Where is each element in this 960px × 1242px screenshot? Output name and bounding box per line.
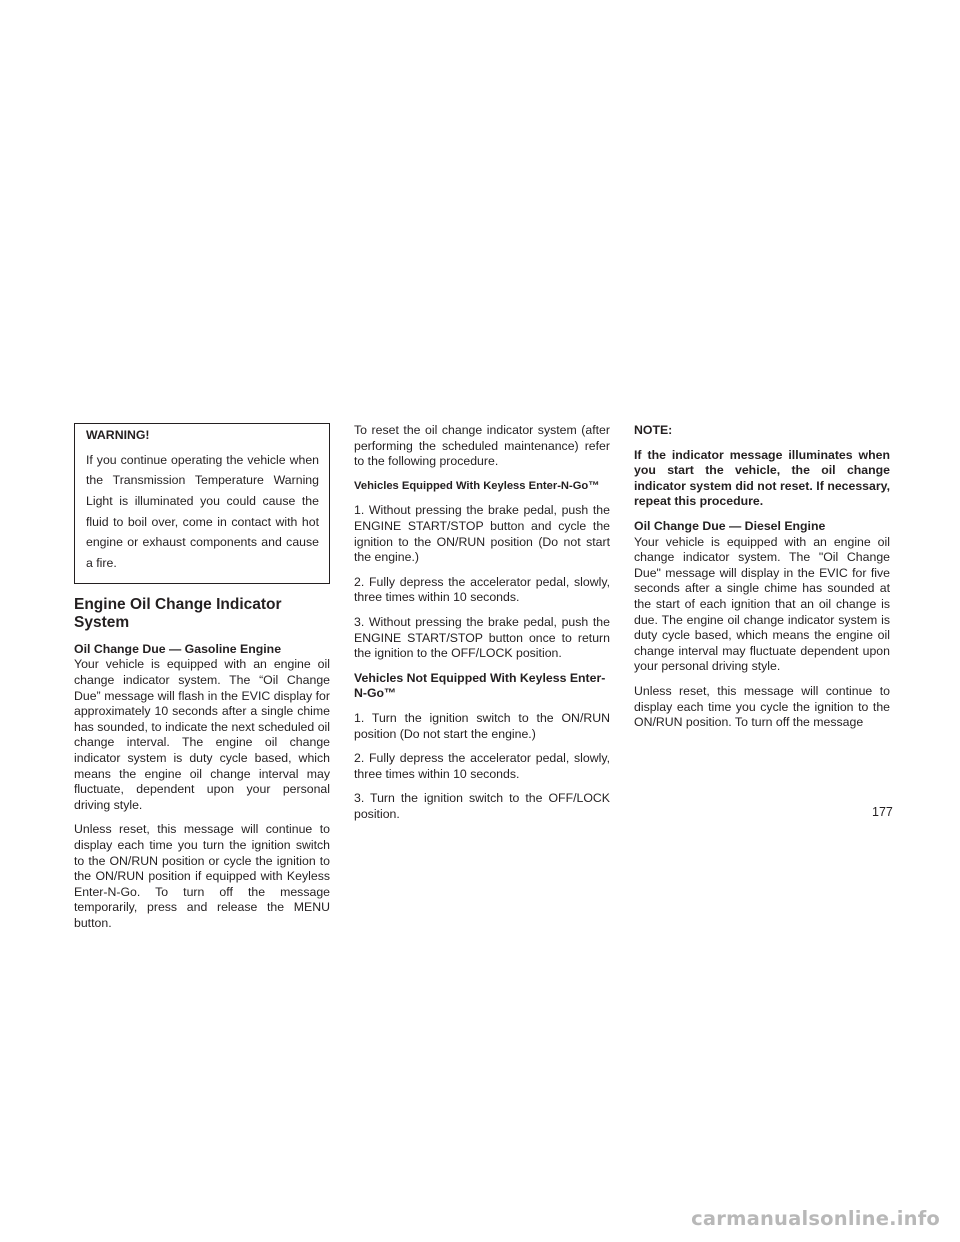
note-label: NOTE: — [634, 423, 673, 437]
keyless-step-3: 3. Without pressing the brake pedal, push the ENGINE START/STOP button once to return the ignition to the OFF/LOCK position. — [354, 614, 610, 661]
column-left — [74, 423, 330, 941]
diesel-paragraph-2: Unless reset, this message will continue to display each time you cycle the ignition to the ON/RUN position. To turn off the message — [634, 683, 890, 730]
nonkeyless-step-1: 1. Turn the ignition switch to the ON/RUN position (Do not start the engine.) — [354, 710, 610, 741]
reset-intro: To reset the oil change indicator system (after performing the scheduled maintenance) refer to the following procedure. — [354, 423, 610, 469]
column-right — [634, 423, 890, 740]
nonkeyless-step-2: 2. Fully depress the accelerator pedal, slowly, three times within 10 seconds. — [354, 751, 610, 781]
gasoline-paragraph-2: Unless reset, this message will continue to display each time you turn the ignition switch to the ON/RUN position or cycle the ignition to the ON/RUN position if equipped with Keyless Enter-N-Go. To turn off the message temporarily, press and release the MENU button. — [74, 822, 330, 930]
keyless-step-2: 2. Fully depress the accelerator pedal, slowly, three times within 10 seconds. — [354, 574, 610, 605]
note-body: If the indicator message illuminates when you start the vehicle, the oil change indicator system did not reset. If necessary, repeat this procedure. — [634, 447, 890, 509]
warning-title: WARNING! — [86, 428, 150, 442]
nonkeyless-heading: Vehicles Not Equipped With Keyless Enter-N-Go™ — [354, 670, 606, 701]
page-number: 177 — [872, 805, 893, 819]
diesel-text-1: Your vehicle is equipped with an engine oil change indicator system. The "Oil Change Due" message will display in the EVIC for five seconds after a single chime has sounded at the start of each ignition that an oil change is due. The engine oil change indicator system is duty cycle based, which means the engine oil change interval may fluctuate dependent upon your personal driving style. — [634, 534, 890, 674]
diesel-heading: Oil Change Due — Diesel Engine — [634, 518, 826, 533]
nonkeyless-step-3: 3. Turn the ignition switch to the OFF/LOCK position. — [354, 791, 610, 821]
column-middle — [354, 423, 610, 831]
warning-box — [74, 423, 330, 584]
gasoline-text-1: Your vehicle is equipped with an engine oil change indicator system. The “Oil Change Due” message will flash in the EVIC display for approximately 10 seconds after a single chime has sounded, to indicate the next scheduled oil change interval. The engine oil change indicator system is duty cycle based, which means the engine oil change interval may fluctuate, dependent upon your personal driving style. — [74, 657, 330, 812]
keyless-step-1: 1. Without pressing the brake pedal, push the ENGINE START/STOP button and cycle the ignition to the ON/RUN position (Do not start the engine.) — [354, 503, 610, 565]
watermark: carmanualsonline.info — [691, 1207, 940, 1230]
section-title: Engine Oil Change Indicator System — [74, 595, 282, 631]
gasoline-paragraph-1 — [74, 642, 330, 814]
diesel-paragraph-1 — [634, 519, 890, 675]
warning-body: If you continue operating the vehicle when the Transmission Temperature Warning Light is illuminated you could cause the fluid to boil over, come in contact with hot engine or exhaust components and cause a fire. — [86, 452, 319, 571]
keyless-heading: Vehicles Equipped With Keyless Enter-N-Go™ — [354, 479, 600, 492]
gasoline-heading: Oil Change Due — Gasoline Engine — [74, 641, 282, 656]
